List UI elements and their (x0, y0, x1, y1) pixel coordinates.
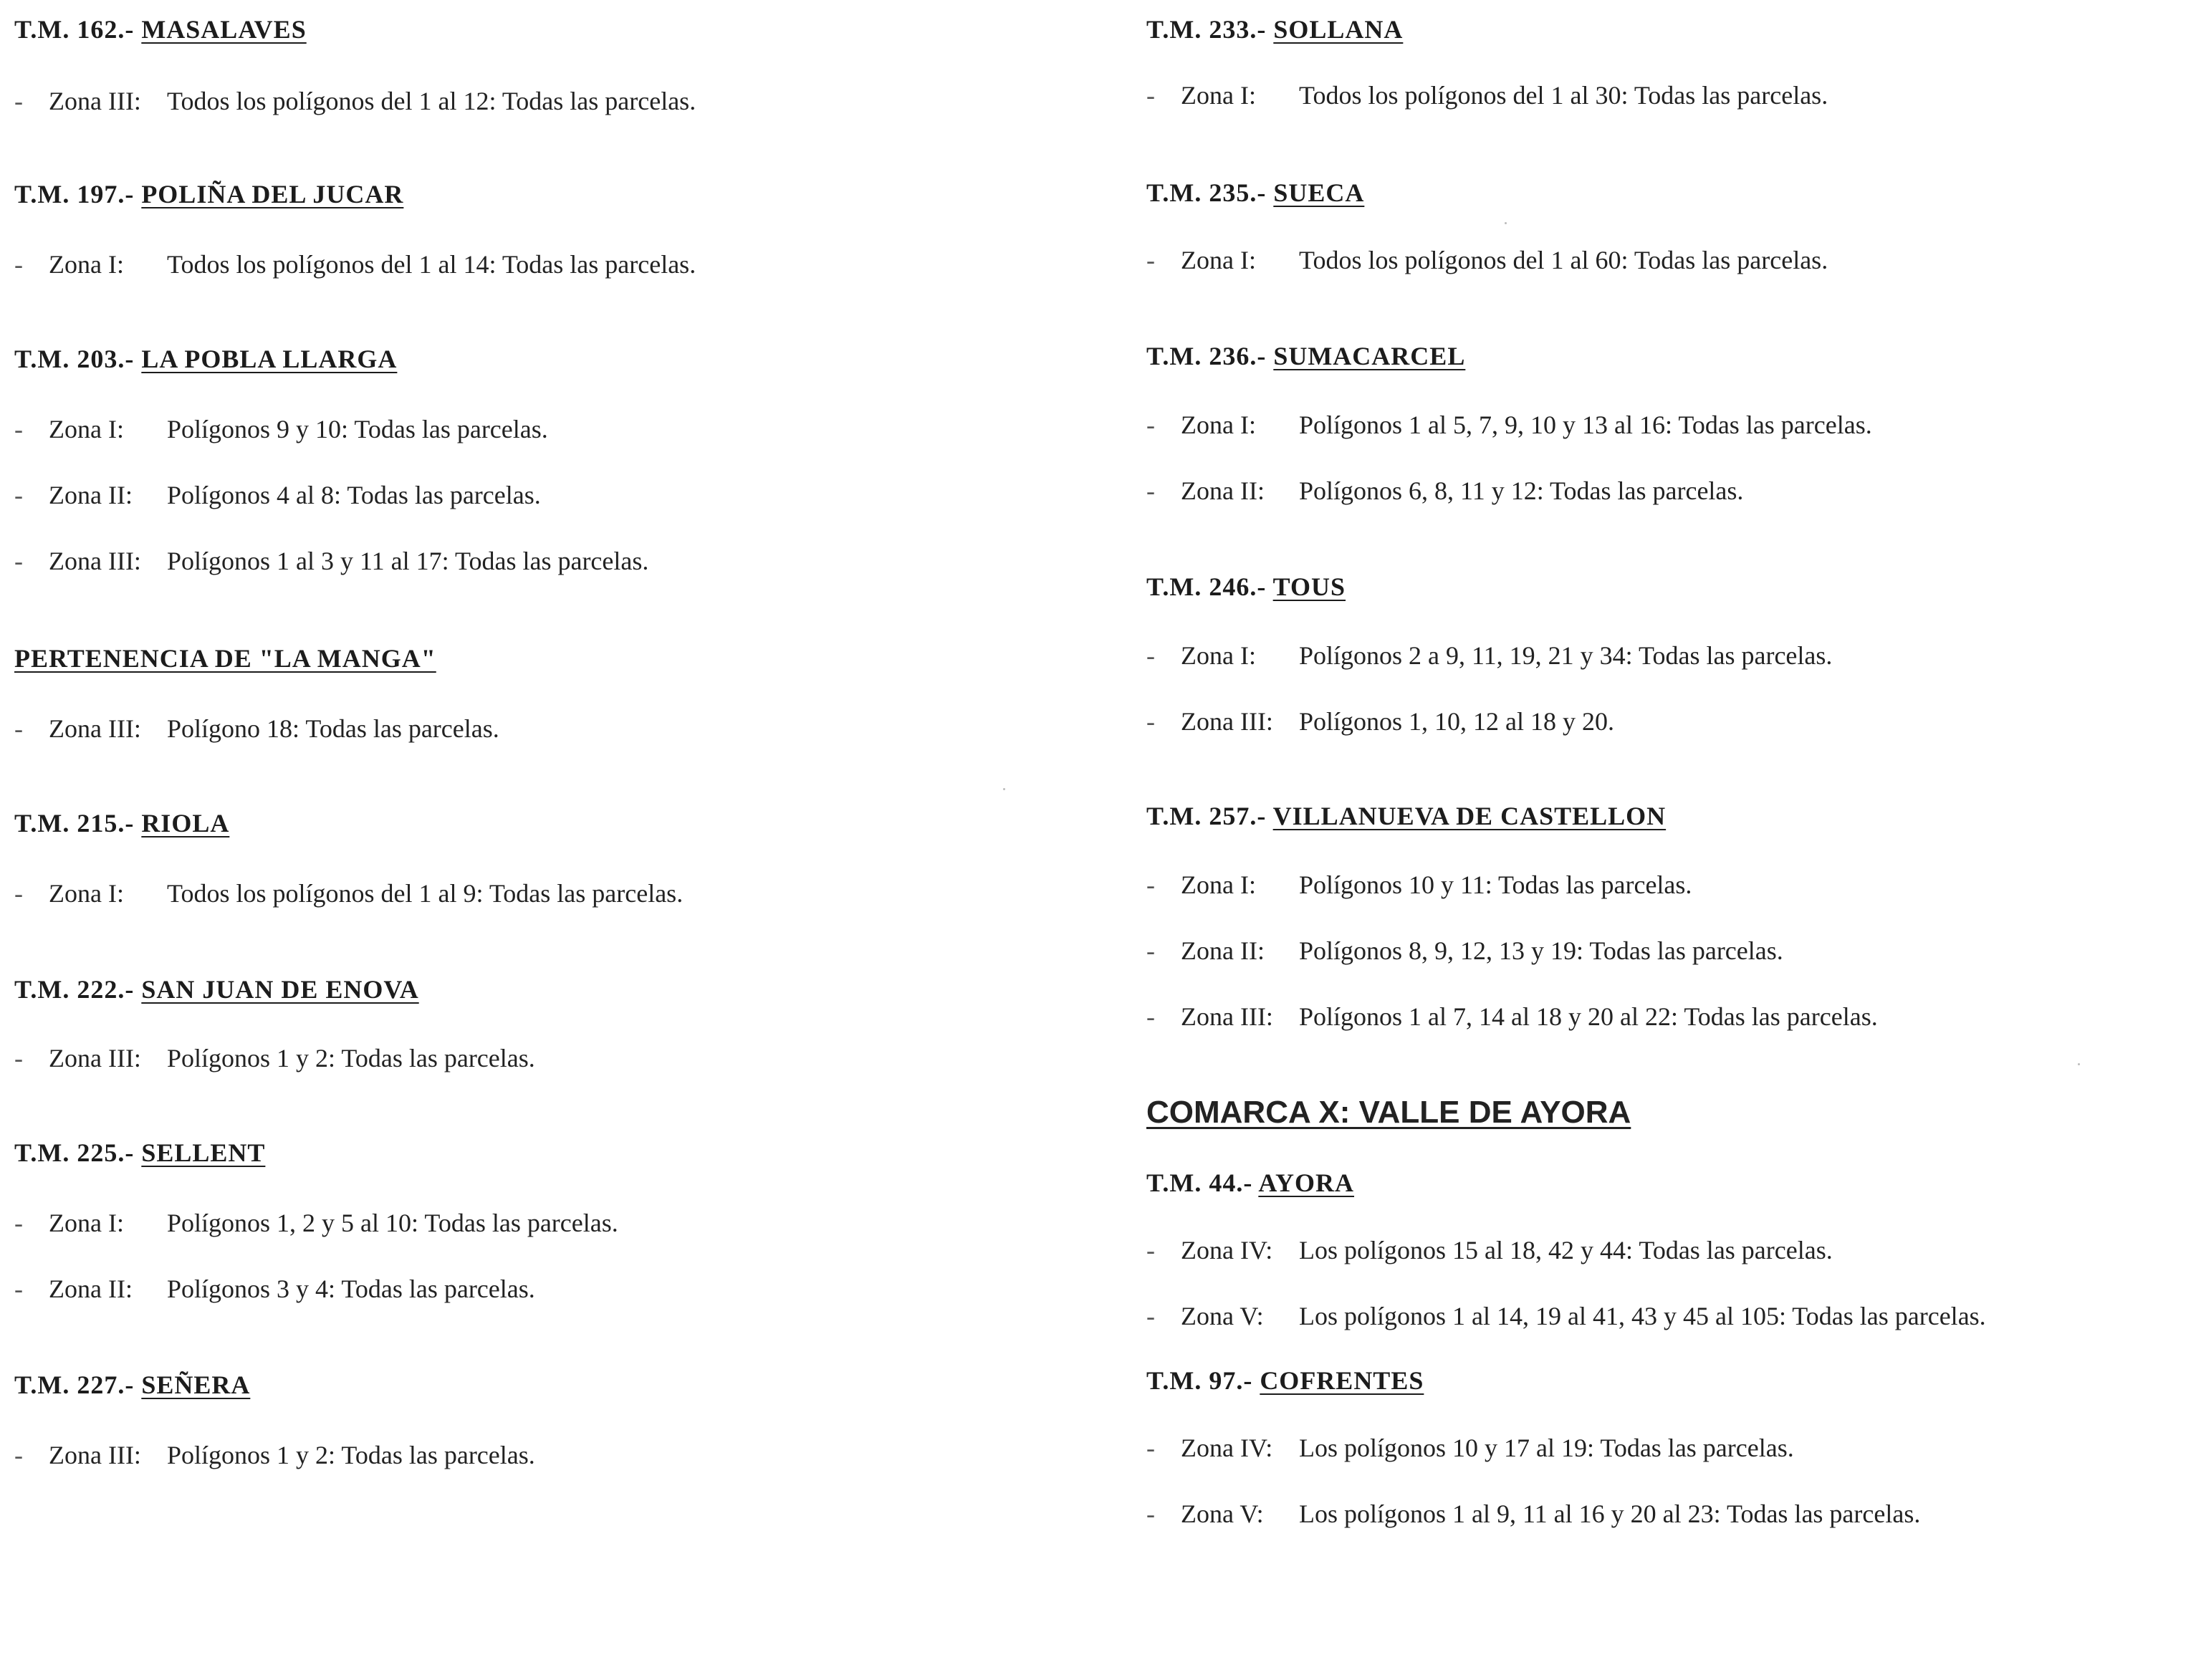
municipality-name: SUECA (1273, 178, 1365, 207)
zone-text: Polígonos 1 y 2: Todas las parcelas. (167, 1044, 535, 1072)
zone-entry (1146, 80, 1828, 110)
municipality-name: SAN JUAN DE ENOVA (141, 975, 419, 1004)
zone-text: Todos los polígonos del 1 al 30: Todas las parcelas. (1299, 81, 1828, 110)
heading-prefix: T.M. 227.- (14, 1371, 142, 1399)
bullet-dash: - (14, 1275, 23, 1303)
bullet-dash: - (14, 1441, 23, 1469)
section-heading-sellent (14, 1138, 265, 1168)
heading-prefix: T.M. 203.- (14, 345, 142, 373)
section-heading-pertenencia-la-manga (14, 643, 436, 673)
section-heading-tous (1146, 572, 1346, 602)
zone-entry (14, 714, 499, 744)
zone-entry (14, 86, 696, 116)
bullet-dash: - (1146, 1302, 1155, 1330)
heading-prefix: T.M. 233.- (1146, 15, 1274, 44)
municipality-name: AYORA (1258, 1168, 1355, 1197)
zone-label: Zona II: (49, 481, 133, 509)
zone-label: Zona I: (1181, 81, 1256, 110)
zone-label: Zona V: (1181, 1499, 1264, 1528)
zone-label: Zona III: (49, 547, 141, 575)
section-heading-masalaves (14, 14, 307, 44)
zone-entry (1146, 1301, 1986, 1331)
section-heading-cofrentes (1146, 1365, 1424, 1396)
zone-entry (14, 546, 648, 576)
zone-label: Zona III: (49, 87, 141, 115)
zone-text: Polígonos 9 y 10: Todas las parcelas. (167, 415, 548, 443)
bullet-dash: - (1146, 1002, 1155, 1031)
zone-label: Zona III: (1181, 1002, 1273, 1031)
zone-label: Zona III: (49, 1441, 141, 1469)
heading-prefix: T.M. 97.- (1146, 1366, 1260, 1395)
zone-entry (14, 1208, 618, 1238)
zone-entry (1146, 245, 1828, 275)
zone-label: Zona IV: (1181, 1434, 1273, 1462)
heading-prefix: T.M. 197.- (14, 180, 142, 208)
zone-entry (1146, 936, 1783, 966)
bullet-dash: - (1146, 1434, 1155, 1462)
zone-text: Polígonos 1 y 2: Todas las parcelas. (167, 1441, 535, 1469)
zone-text: Polígono 18: Todas las parcelas. (167, 714, 499, 743)
zone-entry (1146, 706, 1614, 736)
bullet-dash: - (14, 250, 23, 279)
zone-text: Los polígonos 1 al 14, 19 al 41, 43 y 45 al 105: Todas las parcelas. (1299, 1302, 1986, 1330)
heading-prefix: T.M. 225.- (14, 1138, 142, 1167)
comarca-heading: COMARCA X: VALLE DE AYORA (1146, 1095, 1631, 1130)
municipality-name: VILLANUEVA DE CASTELLON (1272, 802, 1667, 830)
zone-text: Polígonos 1, 2 y 5 al 10: Todas las parcelas. (167, 1209, 618, 1237)
zone-text: Polígonos 3 y 4: Todas las parcelas. (167, 1275, 535, 1303)
bullet-dash: - (14, 1044, 23, 1072)
bullet-dash: - (1146, 81, 1155, 110)
municipality-name: SEÑERA (141, 1371, 251, 1399)
zone-entry (14, 249, 696, 279)
zone-label: Zona I: (49, 879, 124, 908)
section-heading-sueca (1146, 178, 1364, 208)
zone-label: Zona II: (1181, 476, 1265, 505)
zone-label: Zona II: (49, 1275, 133, 1303)
heading-prefix: T.M. 246.- (1146, 572, 1273, 601)
zone-label: Zona I: (49, 1209, 124, 1237)
zone-text: Polígonos 4 al 8: Todas las parcelas. (167, 481, 541, 509)
zone-label: Zona V: (1181, 1302, 1264, 1330)
section-heading-ayora (1146, 1168, 1354, 1198)
zone-label: Zona III: (49, 1044, 141, 1072)
zone-entry (1146, 1235, 1833, 1265)
bullet-dash: - (14, 415, 23, 443)
bullet-dash: - (1146, 411, 1155, 439)
zone-entry (1146, 410, 1872, 440)
zone-text: Polígonos 1 al 5, 7, 9, 10 y 13 al 16: Todas las parcelas. (1299, 411, 1872, 439)
section-heading-sumacarcel (1146, 341, 1465, 371)
zone-label: Zona III: (49, 714, 141, 743)
municipality-name: SUMACARCEL (1273, 342, 1466, 370)
municipality-name: RIOLA (141, 809, 230, 837)
municipality-name: MASALAVES (141, 15, 307, 44)
zone-text: Polígonos 1 al 3 y 11 al 17: Todas las parcelas. (167, 547, 649, 575)
bullet-dash: - (1146, 246, 1155, 274)
zone-entry (1146, 1002, 1878, 1032)
heading-prefix: T.M. 215.- (14, 809, 142, 837)
bullet-dash: - (1146, 1499, 1155, 1528)
section-heading-san-juan-de-enova (14, 974, 419, 1004)
bullet-dash: - (14, 879, 23, 908)
scan-speck (2078, 1063, 2080, 1065)
municipality-name: PERTENENCIA DE "LA MANGA" (14, 644, 436, 673)
zone-label: Zona I: (1181, 870, 1256, 899)
bullet-dash: - (14, 87, 23, 115)
scan-speck (1003, 788, 1005, 790)
zone-entry (14, 878, 683, 908)
zone-text: Polígonos 2 a 9, 11, 19, 21 y 34: Todas las parcelas. (1299, 641, 1833, 670)
heading-prefix: T.M. 235.- (1146, 178, 1274, 207)
zone-entry (14, 1440, 535, 1470)
section-heading-la-pobla-llarga (14, 344, 397, 374)
bullet-dash: - (14, 547, 23, 575)
zone-label: Zona II: (1181, 936, 1265, 965)
zone-entry (1146, 640, 1832, 671)
zone-text: Todos los polígonos del 1 al 60: Todas las parcelas. (1299, 246, 1828, 274)
zone-label: Zona III: (1181, 707, 1273, 736)
bullet-dash: - (1146, 476, 1155, 505)
scan-speck (1505, 222, 1507, 224)
zone-entry (1146, 1499, 1920, 1529)
municipality-name: SELLENT (141, 1138, 266, 1167)
zone-label: Zona I: (49, 415, 124, 443)
municipality-name: COFRENTES (1260, 1366, 1424, 1395)
heading-prefix: T.M. 44.- (1146, 1168, 1259, 1197)
zone-entry (14, 414, 548, 444)
zone-label: Zona I: (1181, 411, 1256, 439)
zone-entry (14, 1043, 535, 1073)
bullet-dash: - (14, 1209, 23, 1237)
zone-text: Polígonos 1, 10, 12 al 18 y 20. (1299, 707, 1615, 736)
bullet-dash: - (14, 714, 23, 743)
municipality-name: POLIÑA DEL JUCAR (141, 180, 404, 208)
zone-text: Polígonos 8, 9, 12, 13 y 19: Todas las parcelas. (1299, 936, 1783, 965)
bullet-dash: - (1146, 870, 1155, 899)
zone-text: Los polígonos 10 y 17 al 19: Todas las parcelas. (1299, 1434, 1794, 1462)
zone-text: Los polígonos 1 al 9, 11 al 16 y 20 al 23: Todas las parcelas. (1299, 1499, 1921, 1528)
heading-prefix: T.M. 236.- (1146, 342, 1274, 370)
zone-text: Los polígonos 15 al 18, 42 y 44: Todas las parcelas. (1299, 1236, 1833, 1264)
zone-label: Zona I: (1181, 246, 1256, 274)
zone-entry (1146, 1433, 1794, 1463)
zone-text: Todos los polígonos del 1 al 14: Todas las parcelas. (167, 250, 696, 279)
municipality-name: TOUS (1272, 572, 1346, 601)
zone-entry (1146, 476, 1743, 506)
zone-label: Zona IV: (1181, 1236, 1273, 1264)
section-heading-villanueva-de-castellon (1146, 801, 1666, 831)
section-heading-riola (14, 808, 229, 838)
zone-label: Zona I: (1181, 641, 1256, 670)
zone-text: Polígonos 10 y 11: Todas las parcelas. (1299, 870, 1692, 899)
municipality-name: SOLLANA (1273, 15, 1404, 44)
heading-prefix: T.M. 162.- (14, 15, 142, 44)
zone-entry (1146, 870, 1692, 900)
zone-text: Polígonos 6, 8, 11 y 12: Todas las parcelas. (1299, 476, 1744, 505)
bullet-dash: - (14, 481, 23, 509)
bullet-dash: - (1146, 641, 1155, 670)
zone-entry (14, 1274, 535, 1304)
section-heading-senera (14, 1370, 250, 1400)
zone-text: Todos los polígonos del 1 al 12: Todas las parcelas. (167, 87, 696, 115)
heading-prefix: T.M. 222.- (14, 975, 142, 1004)
bullet-dash: - (1146, 707, 1155, 736)
zone-entry (14, 480, 541, 510)
municipality-name: LA POBLA LLARGA (141, 345, 398, 373)
bullet-dash: - (1146, 936, 1155, 965)
bullet-dash: - (1146, 1236, 1155, 1264)
heading-prefix: T.M. 257.- (1146, 802, 1273, 830)
zone-label: Zona I: (49, 250, 124, 279)
section-heading-polina-del-jucar (14, 179, 403, 209)
section-heading-sollana (1146, 14, 1403, 44)
zone-text: Todos los polígonos del 1 al 9: Todas las parcelas. (167, 879, 684, 908)
zone-text: Polígonos 1 al 7, 14 al 18 y 20 al 22: Todas las parcelas. (1299, 1002, 1878, 1031)
